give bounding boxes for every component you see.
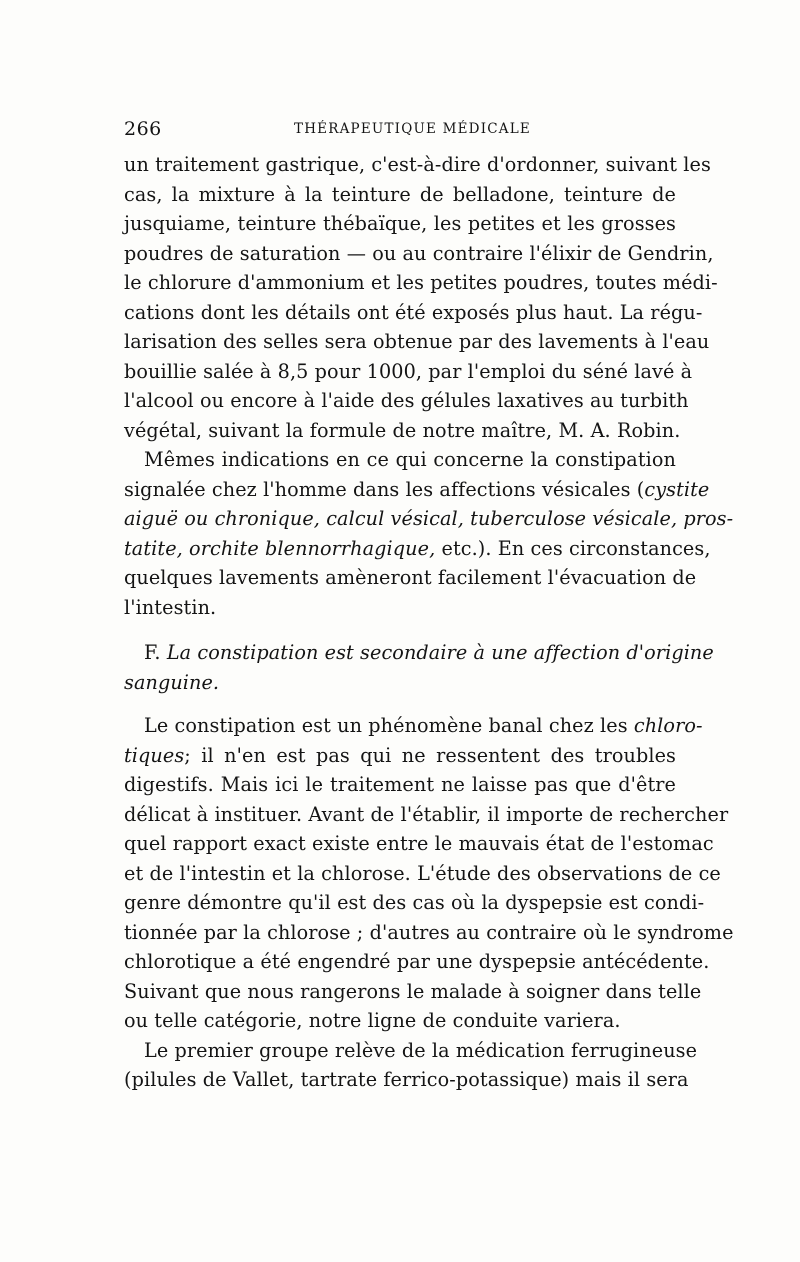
text-line: cations dont les détails ont été exposés plus haut. La régu- [124, 300, 703, 324]
text-line: digestifs. Mais ici le traitement ne laisse pas que d'être [124, 773, 676, 796]
text-line [124, 741, 676, 771]
text-line: l'alcool ou encore à l'aide des gélules laxatives au turbith [124, 389, 689, 412]
text-line: poudres de saturation — ou au contraire l'élixir de Gendrin, [124, 241, 714, 265]
text-line: bouillie salée à 8,5 pour 1000, par l'emploi du séné lavé à [124, 359, 693, 383]
section-letter: F. [144, 641, 167, 664]
text-line: genre démontre qu'il est des cas où la dyspepsie est condi- [124, 891, 705, 914]
text-line [124, 475, 710, 505]
text-line: quelques lavements amèneront facilement l'évacuation de [124, 566, 697, 589]
running-title: THÉRAPEUTIQUE MÉDICALE [294, 121, 531, 137]
text-line: délicat à instituer. Avant de l'établir, il importe de rechercher [124, 802, 729, 826]
text-line: ou telle catégorie, notre ligne de conduite variera. [124, 1009, 621, 1032]
italic-segment: chloro- [633, 714, 703, 737]
text-segment: ; il n'en est pas qui ne ressentent des troubles [184, 743, 676, 767]
text-segment: signalée chez l'homme dans les affections vésicales ( [124, 477, 645, 501]
text-line [124, 711, 703, 741]
page-number: 266 [124, 118, 162, 140]
text-line: cas, la mixture à la teinture de belladone, teinture de [124, 182, 676, 206]
paragraph-1 [124, 150, 718, 445]
text-line: quel rapport exact existe entre le mauvais état de l'estomac [124, 832, 714, 855]
italic-segment: tiques [124, 743, 185, 767]
text-line: (pilules de Vallet, tartrate ferrico-potassique) mais il sera [124, 1068, 689, 1091]
paragraph-4 [124, 1036, 698, 1095]
text-line [124, 504, 734, 534]
italic-segment: aiguë ou chronique, calcul vésical, tuberculose vésicale, pros- [124, 507, 734, 530]
italic-segment: tatite, orchite blennorrhagique, [124, 536, 436, 560]
text-line: tionnée par la chlorose ; d'autres au contraire où le syndrome [124, 920, 734, 944]
italic-segment: La constipation est secondaire à une affection d'origine [166, 641, 714, 664]
page-body [124, 150, 734, 1095]
text-line: le chlorure d'ammonium et les petites poudres, toutes médi- [124, 271, 718, 294]
paragraph-3 [124, 711, 734, 1036]
text-line: chlorotique a été engendré par une dyspepsie antécédente. [124, 950, 710, 973]
paragraph-2 [124, 445, 734, 622]
text-line: l'intestin. [124, 595, 217, 619]
italic-segment: cystite [644, 477, 710, 501]
section-heading [124, 638, 714, 697]
text-line [124, 638, 714, 668]
text-segment: etc.). En ces circonstances, [435, 536, 711, 560]
italic-segment: sanguine. [124, 670, 220, 694]
text-segment: Le constipation est un phénomène banal chez les [144, 714, 634, 737]
page-header [124, 118, 676, 144]
text-line: Suivant que nous rangerons le malade à soigner dans telle [124, 979, 702, 1003]
text-line [124, 668, 676, 698]
text-line [124, 534, 711, 564]
text-line: un traitement gastrique, c'est-à-dire d'ordonner, suivant les [124, 153, 711, 176]
text-line: Mêmes indications en ce qui concerne la constipation [144, 448, 676, 471]
text-line: Le premier groupe relève de la médication ferrugineuse [144, 1038, 698, 1062]
text-line: et de l'intestin et la chlorose. L'étude des observations de ce [124, 861, 721, 885]
text-line: jusquiame, teinture thébaïque, les petites et les grosses [124, 212, 676, 235]
text-line: végétal, suivant la formule de notre maître, M. A. Robin. [124, 418, 681, 442]
text-line: larisation des selles sera obtenue par des lavements à l'eau [124, 330, 710, 353]
